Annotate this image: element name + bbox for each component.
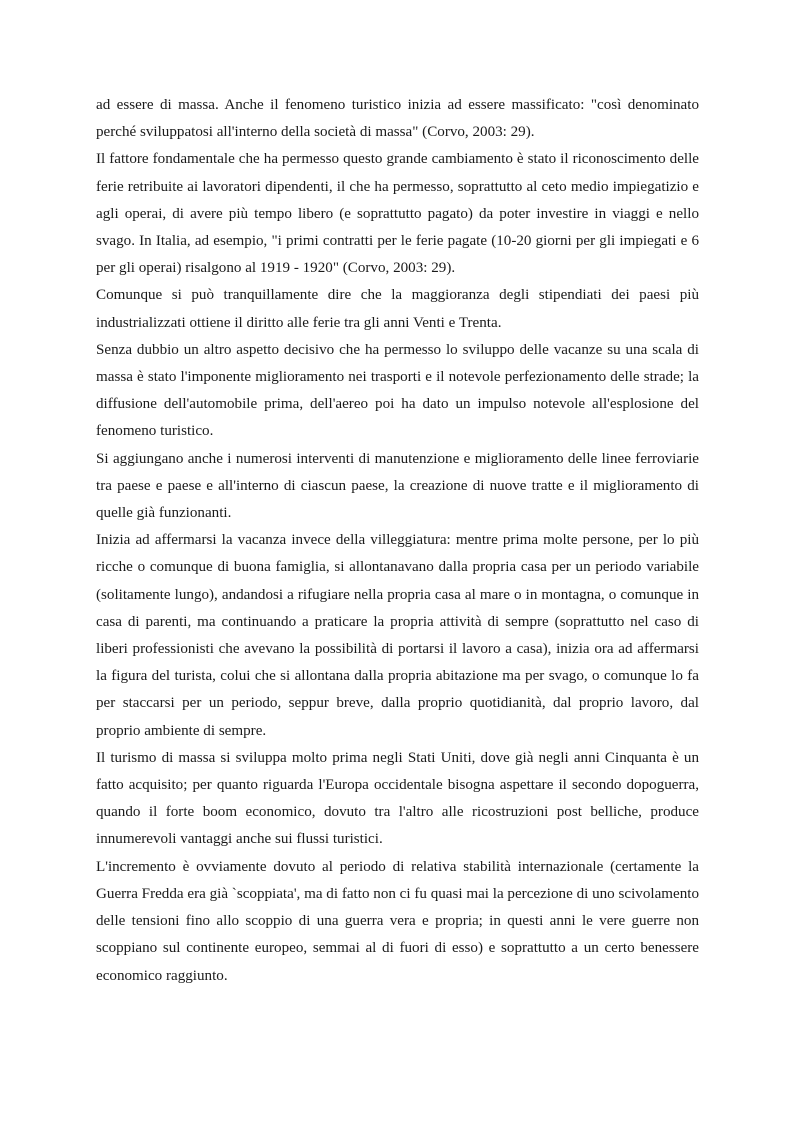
paragraph-paid-holidays: Il fattore fondamentale che ha permesso questo grande cambiamento è stato il riconoscimento delle ferie retribuite ai lavoratori dipendenti, il che ha permesso, soprattutto al ceto medio impiegatizio e agli operai, di avere più tempo libero (e soprattutto pagato) da poter investire in viaggi e nello svago. In Italia, ad esempio, "i primi contratti per le ferie pagate (10-20 giorni per gli impiegati e 6 per gli operai) risalgono al 1919 - 1920" (Corvo, 2003: 29). bbox=[96, 151, 699, 277]
paragraph-vacation-vs-villeggiatura: Inizia ad affermarsi la vacanza invece della villeggiatura: mentre prima molte persone, per lo più ricche o comunque di buona famiglia, si allontanavano dalla propria casa per un periodo variabile (solitamente lungo), andandosi a rifugiare nella propria casa al mare o in montagna, o comunque in casa di parenti, ma continuando a praticare la propria attività di sempre (soprattutto nel caso di liberi professionisti che avevano la possibilità di portarsi il lavoro a casa), inizia ora ad affermarsi la figura del turista, colui che si allontana dalla propria abitazione ma per svago, o comunque lo fa per staccarsi per un periodo, seppur breve, dalla proprio quotidianità, dal proprio lavoro, dal proprio ambiente di sempre. bbox=[96, 532, 699, 739]
paragraph-railway-maintenance: Si aggiungano anche i numerosi interventi di manutenzione e miglioramento delle linee ferroviarie tra paese e paese e all'interno di ciascun paese, la creazione di nuove tratte e il miglioramento di quelle già funzionanti. bbox=[96, 450, 699, 522]
paragraph-holiday-rights: Comunque si può tranquillamente dire che la maggioranza degli stipendiati dei paesi più industrializzati ottiene il diritto alle ferie tra gli anni Venti e Trenta. bbox=[96, 287, 699, 331]
paragraph-mass-tourism-intro: ad essere di massa. Anche il fenomeno turistico inizia ad essere massificato: "così denominato perché sviluppatosi all'interno della società di massa" (Corvo, 2003: 29). bbox=[96, 97, 699, 141]
document-page bbox=[96, 92, 699, 990]
paragraph-transport-improvement: Senza dubbio un altro aspetto decisivo che ha permesso lo sviluppo delle vacanze su una scala di massa è stato l'imponente miglioramento nei trasporti e il notevole perfezionamento delle strade; la diffusione dell'automobile prima, dell'aereo poi ha dato un impulso notevole all'esplosione del fenomeno turistico. bbox=[96, 341, 699, 440]
paragraph-usa-and-europe: Il turismo di massa si sviluppa molto prima negli Stati Uniti, dove già negli anni Cinquanta è un fatto acquisito; per quanto riguarda l'Europa occidentale bisogna aspettare il secondo dopoguerra, quando il forte boom economico, dovuto tra l'altro alle ricostruzioni post belliche, produce innumerevoli vantaggi anche sui flussi turistici. bbox=[96, 749, 699, 848]
paragraph-international-stability: L'incremento è ovviamente dovuto al periodo di relativa stabilità internazionale (certamente la Guerra Fredda era già `scoppiata', ma di fatto non ci fu quasi mai la percezione di uno scivolamento delle tensioni fino allo scoppio di una guerra vera e propria; in questi anni le vere guerre non scoppiano sul continente europeo, semmai al di fuori di esso) e soprattutto a un certo benessere economico raggiunto. bbox=[96, 858, 699, 984]
